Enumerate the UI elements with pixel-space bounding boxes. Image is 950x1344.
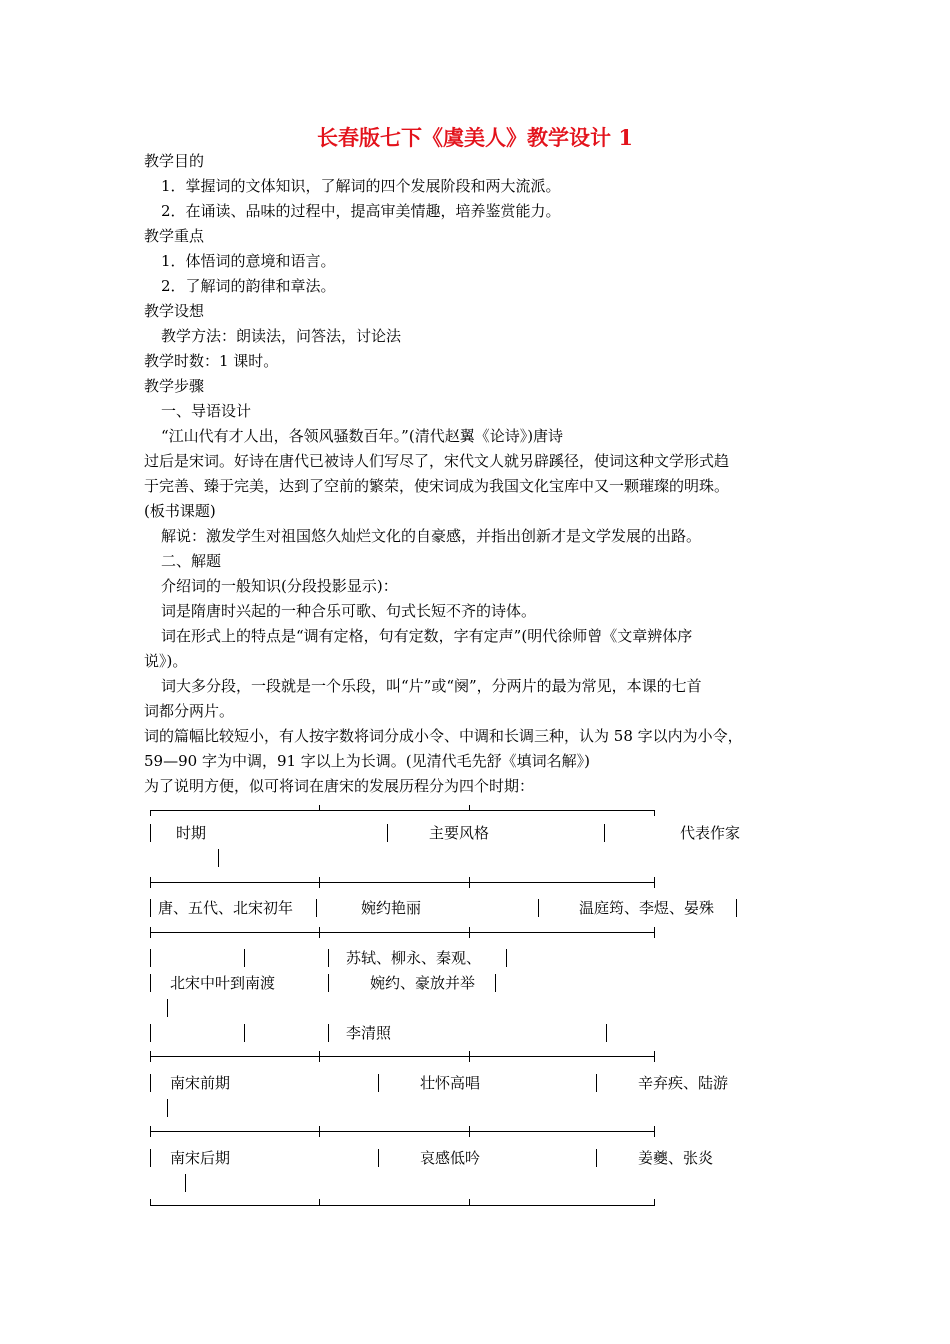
table-row-3-style: 壮怀高唱 xyxy=(420,1074,481,1092)
paragraph-line: 介绍词的一般知识(分段投影显示)： xyxy=(161,577,398,595)
table-row-1-authors: 温庭筠、李煜、晏殊 xyxy=(579,899,715,917)
table-rule xyxy=(150,810,655,811)
table-rule xyxy=(150,1056,655,1057)
table-row-4-authors: 姜夔、张炎 xyxy=(638,1149,714,1167)
table-row-3-period: 南宋前期 xyxy=(170,1074,231,1092)
paragraph-line: 词在形式上的特点是“调有定格，句有定数，字有定声”(明代徐师曾《文章辨体序 xyxy=(161,627,693,645)
paragraph-line: 为了说明方便，似可将词在唐宋的发展历程分为四个时期： xyxy=(144,777,535,795)
paragraph-line: 解说：激发学生对祖国悠久灿烂文化的自豪感，并指出创新才是文学发展的出路。 xyxy=(161,527,702,545)
table-row-4-style: 哀感低吟 xyxy=(420,1149,481,1167)
table-header-style: 主要风格 xyxy=(429,824,490,842)
paragraph-line: 说》)。 xyxy=(144,652,188,670)
focus-item: 1．体悟词的意境和语言。 xyxy=(161,252,336,270)
heading-teaching-plan: 教学设想 xyxy=(144,302,205,320)
paragraph-line: 过后是宋词。好诗在唐代已被诗人们写尽了，宋代文人就另辟蹊径，使词这种文学形式趋 xyxy=(144,452,730,470)
goal-item: 1．掌握词的文体知识，了解词的四个发展阶段和两大流派。 xyxy=(161,177,561,195)
paragraph-line: (板书课题) xyxy=(144,502,216,520)
table-row-2-style: 婉约、豪放并举 xyxy=(370,974,476,992)
table-rule xyxy=(150,1205,655,1206)
heading-teaching-steps: 教学步骤 xyxy=(144,377,205,395)
page-title: 长春版七下《虞美人》教学设计 1 xyxy=(317,125,633,150)
heading-teaching-goals: 教学目的 xyxy=(144,152,205,170)
paragraph-line: “江山代有才人出，各领风骚数百年。”(清代赵翼《论诗》)唐诗 xyxy=(161,427,564,445)
table-row-1-period: 唐、五代、北宋初年 xyxy=(158,899,294,917)
paragraph-line: 词是隋唐时兴起的一种合乐可歌、句式长短不齐的诗体。 xyxy=(161,602,537,620)
focus-item: 2．了解词的韵律和章法。 xyxy=(161,277,336,295)
paragraph-line: 词都分两片。 xyxy=(144,702,235,720)
table-row-1-style: 婉约艳丽 xyxy=(361,899,422,917)
paragraph-line: 59—90 字为中调，91 字以上为长调。(见清代毛先舒《填词名解》) xyxy=(144,752,591,770)
table-header-authors: 代表作家 xyxy=(680,824,741,842)
paragraph-line: 词的篇幅比较短小，有人按字数将词分成小令、中调和长调三种，认为 58 字以内为小令， xyxy=(144,727,743,745)
table-row-2-period: 北宋中叶到南渡 xyxy=(170,974,276,992)
teaching-methods: 教学方法：朗读法，问答法，讨论法 xyxy=(161,327,402,345)
section-heading: 二、解题 xyxy=(161,552,222,570)
paragraph-line: 词大多分段，一段就是一个乐段，叫“片”或“阕”，分两片的最为常见，本课的七首 xyxy=(161,677,702,695)
goal-item: 2．在诵读、品味的过程中，提高审美情趣，培养鉴赏能力。 xyxy=(161,202,561,220)
table-row-4-period: 南宋后期 xyxy=(170,1149,231,1167)
paragraph-line: 于完善、臻于完美，达到了空前的繁荣，使宋词成为我国文化宝库中又一颗璀璨的明珠。 xyxy=(144,477,730,495)
table-row-3-authors: 辛弃疾、陆游 xyxy=(638,1074,729,1092)
teaching-hours: 教学时数：1 课时。 xyxy=(144,352,279,370)
table-header-period: 时期 xyxy=(176,824,207,842)
heading-teaching-focus: 教学重点 xyxy=(144,227,205,245)
table-row-2-authors-a: 苏轼、柳永、秦观、 xyxy=(346,949,482,967)
section-heading: 一、导语设计 xyxy=(161,402,252,420)
table-rule xyxy=(150,932,655,933)
table-rule xyxy=(150,882,655,883)
table-rule xyxy=(150,1131,655,1132)
table-row-2-authors-b: 李清照 xyxy=(346,1024,392,1042)
